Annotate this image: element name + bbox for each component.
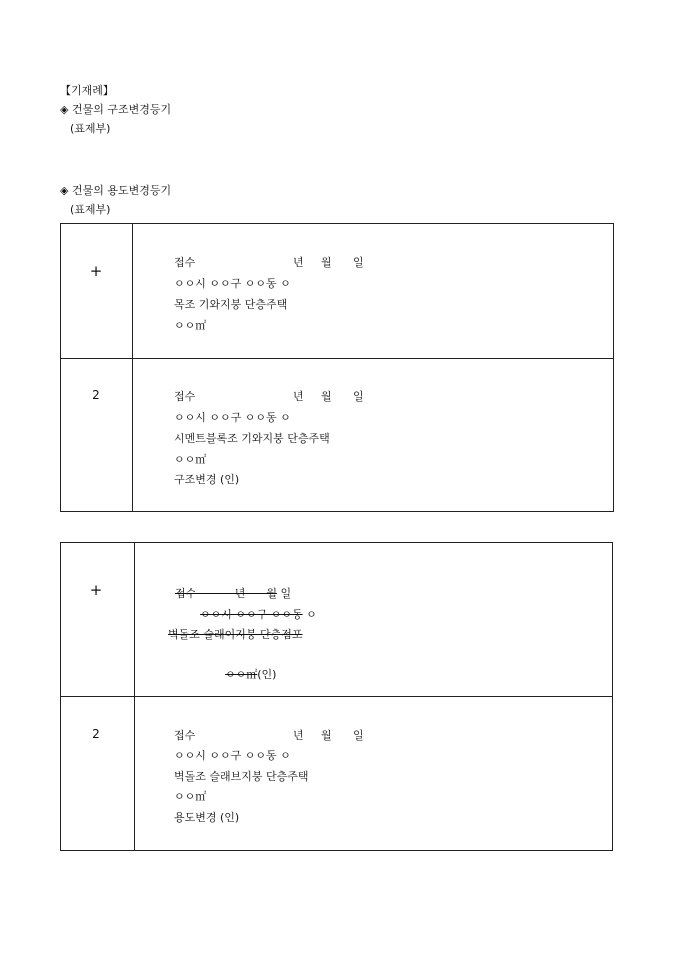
table-row-divider	[61, 696, 612, 697]
section1-subtitle: (표제부)	[70, 122, 111, 135]
structure-text: 시멘트블록조 기와지붕 단층주택	[174, 432, 330, 445]
struck-area: ㅇㅇ㎡	[225, 668, 258, 681]
area-text: ㅇㅇ㎡	[174, 319, 207, 332]
section2-subtitle: (표제부)	[70, 203, 111, 216]
receipt-month: 월	[321, 390, 332, 403]
row-number: 2	[92, 727, 100, 741]
register-table-1	[60, 223, 614, 512]
area-text: ㅇㅇ㎡	[174, 790, 207, 803]
address-text: ㅇㅇ시 ㅇㅇ구 ㅇㅇ동 ㅇ	[174, 277, 291, 290]
receipt-label: 접수	[174, 729, 196, 742]
change-note: 구조변경 (인)	[174, 473, 240, 486]
structure-text: 벽돌조 슬래브지붕 단층주택	[174, 770, 309, 783]
table-row-divider	[61, 358, 613, 359]
row-number: 2	[92, 388, 100, 402]
receipt-month: 월	[321, 256, 332, 269]
structure-line-struck	[154, 613, 303, 655]
struck-structure: 벽돌조 슬래이지붕 단층점포	[168, 628, 303, 641]
receipt-label: 접수	[174, 390, 196, 403]
address-text: ㅇㅇ시 ㅇㅇ구 ㅇㅇ동 ㅇ	[174, 749, 291, 762]
register-table-2	[60, 542, 613, 851]
receipt-month: 월	[321, 729, 332, 742]
area-text: ㅇㅇ㎡	[174, 453, 207, 466]
receipt-day: 일	[353, 729, 364, 742]
structure-text: 목조 기와지붕 단층주택	[174, 298, 288, 311]
change-note: 용도변경 (인)	[174, 811, 240, 824]
receipt-year: 년	[293, 390, 304, 403]
example-label: 【기재례】	[60, 84, 114, 97]
address-tail: ㅇ	[302, 608, 317, 621]
receipt-day: 일	[353, 390, 364, 403]
section1-title: ◈ 건물의 구조변경등기	[60, 103, 172, 116]
receipt-label: 접수	[174, 256, 196, 269]
row-number: +	[89, 262, 103, 280]
receipt-year: 년	[293, 729, 304, 742]
struck-address: ㅇㅇ시 ㅇㅇ구 ㅇㅇ동	[200, 608, 303, 621]
row-number: +	[89, 581, 103, 599]
section2-title: ◈ 건물의 용도변경등기	[60, 184, 172, 197]
receipt-year: 년	[293, 256, 304, 269]
receipt-day: 일	[276, 587, 292, 600]
area-line-struck	[211, 653, 276, 695]
address-text: ㅇㅇ시 ㅇㅇ구 ㅇㅇ동 ㅇ	[174, 411, 291, 424]
struck-receipt: 접수 년 월	[175, 587, 277, 600]
seal-mark: (인)	[257, 668, 277, 681]
receipt-day: 일	[353, 256, 364, 269]
table-column-divider	[132, 224, 133, 511]
